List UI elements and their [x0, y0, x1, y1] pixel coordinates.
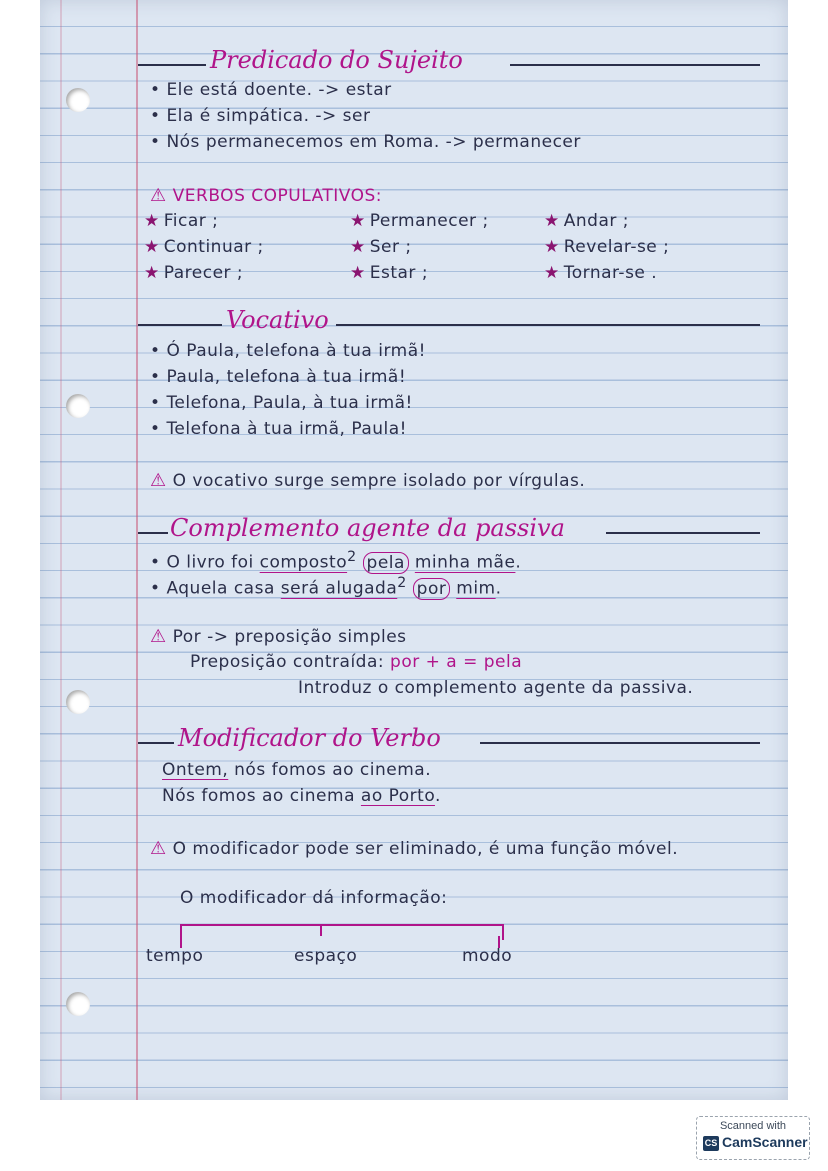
bullet-line: • Ela é simpática. -> ser	[150, 106, 371, 126]
section-title-vocativo: Vocativo	[226, 306, 329, 334]
text: nós fomos ao cinema.	[228, 760, 432, 780]
note-text: Introduz o complemento agente da passiva.	[298, 678, 694, 698]
note-formula: por + a = pela	[390, 652, 523, 672]
margin-line	[136, 0, 138, 1100]
section-title-modificador: Modificador do Verbo	[178, 724, 441, 752]
note-line	[150, 838, 678, 859]
warning-line	[150, 185, 382, 206]
verb-text: Ficar ;	[163, 211, 219, 231]
branch-label: espaço	[294, 946, 358, 966]
verb-text: Permanecer ;	[369, 211, 489, 231]
bullet-line: • Aquela casa será alugada$^2$ por mim.	[150, 575, 502, 599]
preposition-circled: pela	[363, 552, 409, 574]
title-rule	[480, 742, 760, 744]
line-text: Nós permanecemos em Roma. -> permanecer	[166, 132, 581, 152]
line-text: Paula, telefona à tua irmã!	[166, 367, 407, 387]
warning-icon: ⚠	[150, 470, 167, 491]
verb-text: Parecer ;	[163, 263, 244, 283]
verb-item	[544, 263, 657, 283]
badge-brand: CamScanner	[722, 1134, 808, 1150]
title-rule	[138, 532, 168, 534]
line-text: Telefona, Paula, à tua irmã!	[166, 393, 413, 413]
star-icon: ★	[544, 211, 560, 231]
modifier-underlined: ao Porto	[360, 786, 435, 806]
branch-label: tempo	[146, 946, 204, 966]
branch-bracket	[180, 924, 504, 940]
verb-item	[350, 237, 412, 257]
info-text: O modificador dá informação:	[180, 888, 448, 908]
line-text: Telefona à tua irmã, Paula!	[166, 419, 407, 439]
warning-icon: ⚠	[150, 838, 167, 859]
binder-hole	[66, 88, 90, 112]
modifier-underlined: Ontem,	[162, 760, 229, 780]
agent-underlined: minha mãe	[414, 552, 516, 573]
text	[357, 553, 363, 573]
superscript: 2	[347, 549, 357, 565]
title-rule	[138, 324, 222, 326]
note-line	[298, 678, 693, 698]
warning-text: VERBOS COPULATIVOS:	[172, 186, 383, 206]
note-text: O vocativo surge sempre isolado por vírgulas.	[172, 471, 586, 491]
camscanner-badge	[696, 1116, 810, 1160]
verb-text: Revelar-se ;	[563, 237, 670, 257]
star-icon: ★	[350, 263, 366, 283]
branch-label: modo	[462, 946, 513, 966]
binder-hole	[66, 690, 90, 714]
bullet-line: • Ó Paula, telefona à tua irmã!	[150, 341, 426, 361]
badge-caption: Scanned with	[719, 1120, 787, 1132]
verb-item	[350, 211, 489, 231]
star-icon: ★	[350, 237, 366, 257]
text: .	[495, 578, 502, 599]
verb-underlined: composto	[259, 552, 348, 573]
notebook-page	[40, 0, 788, 1100]
camscanner-logo-icon: CS	[703, 1136, 719, 1151]
note-text: O modificador pode ser eliminado, é uma função móvel.	[172, 839, 679, 859]
verb-item	[544, 237, 669, 257]
verb-item	[544, 211, 629, 231]
branch-arrow	[320, 924, 322, 936]
binder-hole	[66, 394, 90, 418]
verb-item	[144, 211, 218, 231]
bullet-line: • O livro foi composto$^2$ pela minha mãe.	[150, 549, 522, 573]
text: .	[515, 552, 522, 573]
verb-text: Ser ;	[369, 237, 412, 257]
text: O livro foi	[166, 552, 260, 573]
verb-text: Estar ;	[369, 263, 429, 283]
star-icon: ★	[144, 211, 160, 231]
info-line	[180, 888, 447, 908]
example-line	[162, 786, 441, 806]
warning-icon: ⚠	[150, 185, 167, 206]
verb-item	[350, 263, 428, 283]
bullet-line: • Ele está doente. -> estar	[150, 80, 392, 100]
section-title-predicado: Predicado do Sujeito	[210, 46, 463, 74]
note-line	[190, 652, 522, 672]
binder-hole	[66, 992, 90, 1016]
note-line	[150, 470, 585, 491]
note-text: Por -> preposição simples	[172, 627, 407, 647]
title-rule	[138, 742, 174, 744]
title-rule	[510, 64, 760, 66]
section-title-complemento: Complemento agente da passiva	[170, 514, 565, 542]
preposition-circled: por	[413, 578, 451, 600]
verb-underlined: será alugada	[280, 578, 398, 599]
text: Nós fomos ao cinema	[162, 786, 361, 806]
star-icon: ★	[144, 237, 160, 257]
text: .	[434, 786, 441, 806]
bullet-line: • Telefona, Paula, à tua irmã!	[150, 393, 413, 413]
bullet-line: • Nós permanecemos em Roma. -> permanecer	[150, 132, 581, 152]
verb-item	[144, 237, 264, 257]
verb-text: Andar ;	[563, 211, 629, 231]
note-line	[150, 626, 407, 647]
title-rule	[138, 64, 206, 66]
line-text: Ó Paula, telefona à tua irmã!	[166, 341, 426, 361]
text	[407, 579, 413, 599]
agent-underlined: mim	[456, 578, 496, 599]
left-edge-line	[60, 0, 62, 1100]
star-icon: ★	[350, 211, 366, 231]
verb-text: Tornar-se .	[563, 263, 658, 283]
title-rule	[336, 324, 760, 326]
bullet-line: • Telefona à tua irmã, Paula!	[150, 419, 407, 439]
title-rule	[606, 532, 760, 534]
star-icon: ★	[544, 237, 560, 257]
note-text: Preposição contraída:	[190, 652, 391, 672]
text: Aquela casa	[166, 578, 281, 599]
verb-text: Continuar ;	[163, 237, 264, 257]
superscript: 2	[397, 575, 407, 591]
verb-item	[144, 263, 243, 283]
line-text: Ela é simpática. -> ser	[166, 106, 371, 126]
line-text: Ele está doente. -> estar	[166, 80, 392, 100]
star-icon: ★	[544, 263, 560, 283]
warning-icon: ⚠	[150, 626, 167, 647]
star-icon: ★	[144, 263, 160, 283]
example-line	[162, 760, 431, 780]
bullet-line: • Paula, telefona à tua irmã!	[150, 367, 407, 387]
